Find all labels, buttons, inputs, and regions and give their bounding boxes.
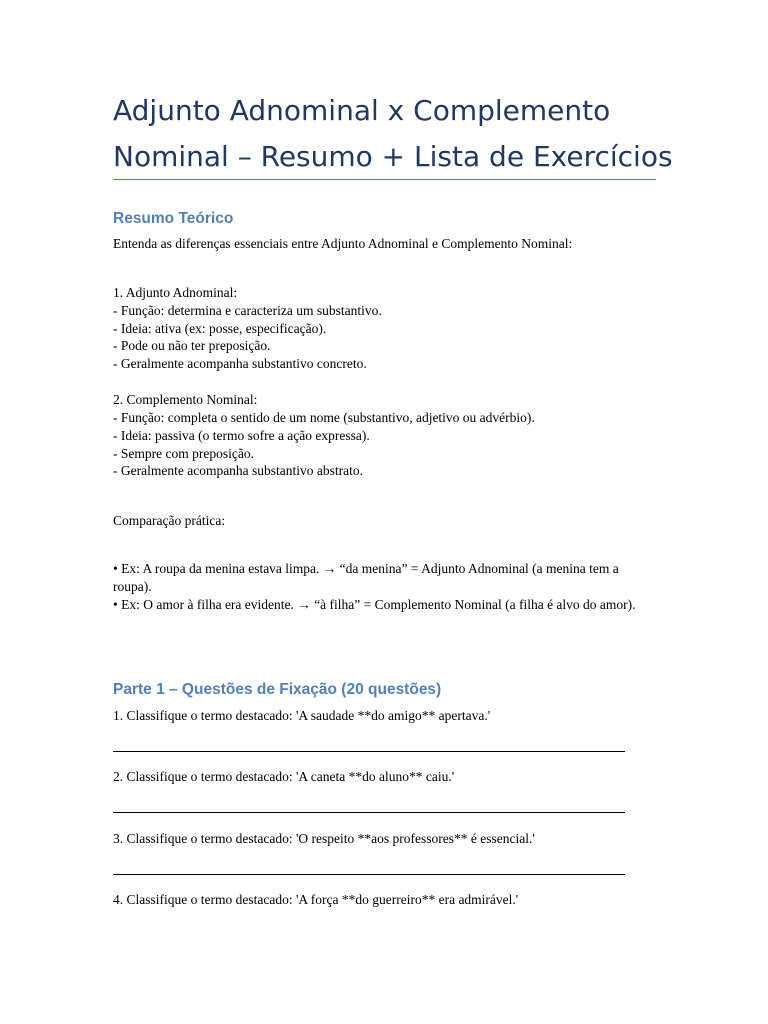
adjunto-item: - Ideia: ativa (ex: posse, especificação). — [113, 321, 327, 336]
answer-line[interactable] — [113, 812, 625, 813]
section-heading-resumo: Resumo Teórico — [113, 210, 234, 227]
question-item: 2. Classifique o termo destacado: 'A caneta **do aluno** caiu.' — [113, 769, 455, 784]
complemento-item: - Ideia: passiva (o termo sofre a ação expressa). — [113, 428, 370, 443]
complemento-item: - Geralmente acompanha substantivo abstrato. — [113, 463, 364, 478]
section-heading-parte1: Parte 1 – Questões de Fixação (20 questões) — [113, 681, 442, 698]
question-item: 3. Classifique o termo destacado: 'O respeito **aos professores** é essencial.' — [113, 831, 535, 846]
adjunto-title: 1. Adjunto Adnominal: — [113, 285, 238, 300]
question-item: 4. Classifique o termo destacado: 'A força **do guerreiro** era admirável.' — [113, 892, 519, 907]
complemento-title: 2. Complemento Nominal: — [113, 392, 258, 407]
complemento-item: - Função: completa o sentido de um nome (substantivo, adjetivo ou advérbio). — [113, 410, 535, 425]
question-item: 1. Classifique o termo destacado: 'A saudade **do amigo** apertava.' — [113, 708, 491, 723]
example-2: • Ex: O amor à filha era evidente. → “à filha” = Complemento Nominal (a filha é alvo do amor). — [113, 597, 636, 612]
complemento-item: - Sempre com preposição. — [113, 446, 254, 461]
title-divider — [113, 179, 656, 180]
comparacao-title: Comparação prática: — [113, 513, 226, 528]
page-title-line-1: Adjunto Adnominal x Complemento — [113, 94, 611, 127]
answer-line[interactable] — [113, 751, 625, 752]
adjunto-item: - Pode ou não ter preposição. — [113, 338, 271, 353]
answer-line[interactable] — [113, 874, 625, 875]
example-1: • Ex: A roupa da menina estava limpa. → “da menina” = Adjunto Adnominal (a menina tem a roupa). — [113, 561, 619, 594]
adjunto-item: - Função: determina e caracteriza um substantivo. — [113, 303, 382, 318]
page-title-line-2: Nominal – Resumo + Lista de Exercícios — [113, 140, 673, 173]
resumo-intro: Entenda as diferenças essenciais entre Adjunto Adnominal e Complemento Nominal: — [113, 236, 573, 251]
adjunto-item: - Geralmente acompanha substantivo concreto. — [113, 356, 367, 371]
page-title — [113, 88, 673, 180]
